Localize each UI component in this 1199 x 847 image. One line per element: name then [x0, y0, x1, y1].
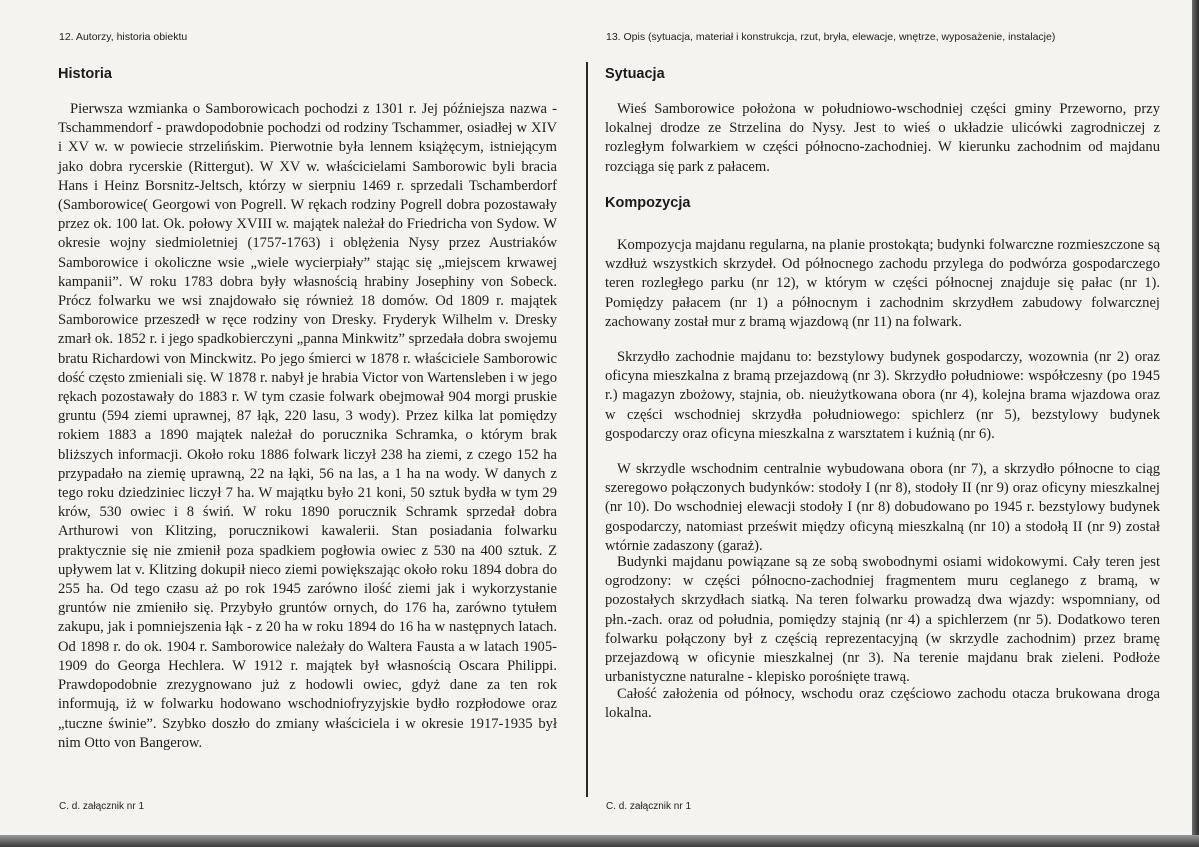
kompozycja-paragraph-5: Całość założenia od północy, wschodu oraz częściowo zachodu otacza brukowana droga lokalna.	[605, 686, 1160, 722]
right-page-footer: C. d. załącznik nr 1	[606, 801, 692, 812]
kompozycja-paragraph-4: Budynki majdanu powiązane są ze sobą swobodnymi osiami widokowymi. Cały teren jest ogrodzony: w części północno-zachodniej fragmentem muru ceglanego z bramą, w pozostałych skrzydłach siatką. Na teren folwarku prowadzą dwa wjazdy: wspomniany, od płn.-zach. oraz od południa, pomiędzy stajnią (nr 4) a spichlerzem (nr 5). Dodatkowo teren folwarku połączony był z częścią reprezentacyjną (w skrzydle zachodnim) przez bramę przejazdową w oficynie mieszkalnej (nr 3). Na terenie majdanu brak zieleni. Podłoże urbanistyczne naturalne - klepisko porośnięte trawą.	[605, 554, 1160, 686]
historia-paragraph: Pierwsza wzmianka o Samborowicach pochodzi z 1301 r. Jej późniejsza nazwa - Tschammendorf - prawdopodobnie pochodzi od rodziny Tschammer, osiadłej w XIV i XV w. w powiecie strzelińskim. Pierwotnie była lennem książęcym, istniejącym jako dobra rycerskie (Rittergut). W XV w. właścicielami Samborowic byli bracia Hans i Heinz Borsnitz-Jeltsch, którzy w sierpniu 1469 r. sprzedali Tschamberdorf (Samborowice( Georgowi von Pogrell. W rękach rodziny Pogrell dobra pozostawały przez ok. 100 lat. Ok. połowy XVIII w. majątek należał do Friedricha von Sydow. W okresie wojny siedmioletniej (1757-1763) i oblężenia Nysy przez Austriaków Samborowice i okoliczne wsie „wiele wycierpiały” stając się „miejscem krwawej kampanii”. W roku 1783 dobra były własnością hrabiny Josephiny von Sobeck. Prócz folwarku we wsi znajdowało się również 18 domów. Od 1809 r. majątek Samborowice przeszedł w ręce rodziny von Dresky. Fryderyk Wilhelm v. Dresky zmarł ok. 1852 r. i jego spadkobierczyni „panna Minkwitz” sprzedała dobra swojemu bratu Richardowi von Minckwitz. Po jego śmierci w 1878 r. właściciele Samborowic dość często zmieniali się. W 1878 r. nabył je hrabia Victor von Wartensleben i w jego rękach pozostawały do 1883 r. W tym czasie folwark obejmował 904 morgi pruskie gruntu (594 ziemi uprawnej, 87 łąk, 220 lasu, 3 wody). Przez kilka lat pomiędzy rokiem 1883 a 1890 majątek należał do porucznika Schramka, o którym brak bliższych informacji. Około roku 1886 folwark liczył 238 ha ziemi, z czego 152 ha przypadało na ziemię uprawną, 22 na łąki, 56 na las, a 1 ha na wody. W danych z tego roku dziedziniec liczył 7 ha. W majątku było 21 koni, 50 sztuk bydła w tym 29 krów, 530 owiec i 8 świń. W roku 1890 porucznik Schramk sprzedał dobra Arthurowi von Klitzing, porucznikowi kawalerii. Stan posiadania folwarku praktycznie się nie zmienił poza spadkiem pogłowia owiec z 530 na 400 sztuk. Z upływem lat v. Klitzing dokupił nieco ziemi powiększając około roku 1894 dobra do 255 ha. Od tego czasu aż po rok 1945 zarówno ilość ziemi jak i wykorzystanie gruntów nie zmieniło się. Przybyło gruntów ornych, do 176 ha, zarówno tytułem zakupu, jak i pomniejszenia łąk - z 20 ha w roku 1894 do 16 ha w następnych latach. Od 1898 r. do ok. 1904 r. Samborowice należały do Waltera Fausta a w latach 1905-1909 do Georga Hechlera. W 1912 r. majątek był własnością Oscara Philippi. Prawdopodobnie zrezygnowano już z hodowli owiec, gdyż dane za ten rok informują, iż w folwarku hodowano wschodniofryzyjskie bydło rozpłodowe oraz „tuczne świnie”. Szybko doszło do zmiany właściciela i w okresie 1917-1935 był nim Otto von Bangerow.	[58, 101, 557, 751]
historia-heading: Historia	[58, 66, 112, 82]
scan-edge-bottom	[0, 835, 1199, 847]
kompozycja-paragraph-2: Skrzydło zachodnie majdanu to: bezstylowy budynek gospodarczy, wozownia (nr 2) oraz oficyna mieszkalna z bramą przejazdową (nr 3). Skrzydło południowe: współczesny (po 1945 r.) magazyn zbożowy, stajnia, ob. nieużytkowana obora (nr 4), kolejna brama wjazdowa oraz w części wschodniej skrzydła południowego: spichlerz (nr 5), bezstylowy budynek gospodarczy oraz oficyna mieszkalna z warsztatem i kuźnią (nr 6).	[605, 349, 1160, 442]
right-page-header: 13. Opis (sytuacja, materiał i konstrukcja, rzut, bryła, elewacje, wnętrze, wyposażenie, instalacje)	[606, 31, 1056, 43]
kompozycja-paragraph-1: Kompozycja majdanu regularna, na planie prostokąta; budynki folwarczne rozmieszczone są wzdłuż wszystkich skrzydeł. Od północnego zachodu przylega do podwórza gospodarczego teren rozległego parku (nr 12), w którym w części północnej znajduje się pałac (nr 1). Pomiędzy pałacem (nr 1) a północnym i zachodnim skrzydłem zabudowy folwarcznej zachowany został mur z bramą wjazdową (nr 11) na folwark.	[605, 237, 1160, 330]
page-divider	[586, 62, 588, 797]
kompozycja-paragraph-3: W skrzydle wschodnim centralnie wybudowana obora (nr 7), a skrzydło północne to ciąg szeregowo połączonych budynków: stodoły I (nr 8), stodoły II (nr 9) oraz oficyny mieszkalnej (nr 10). Do wschodniej elewacji stodoły I (nr 8) dobudowano po 1945 r. bezstylowy budynek gospodarczy, natomiast prześwit między oficyną mieszkalną (nr 10) a stodołą II (nr 9) został wtórnie zadaszony (garaż).	[605, 461, 1160, 554]
scan-edge-right	[1192, 0, 1199, 847]
sytuacja-heading: Sytuacja	[605, 66, 665, 82]
left-page-header: 12. Autorzy, historia obiektu	[59, 31, 188, 43]
left-page-footer: C. d. załącznik nr 1	[59, 801, 145, 812]
kompozycja-heading: Kompozycja	[605, 195, 691, 211]
sytuacja-paragraph: Wieś Samborowice położona w południowo-wschodniej części gminy Przeworno, przy lokalnej drodze ze Strzelina do Nysy. Jest to wieś o układzie ulicówki zagrodniczej z rozległym folwarkiem w części północno-zachodniej. W kierunku zachodnim od majdanu rozciąga się park z pałacem.	[605, 101, 1160, 175]
